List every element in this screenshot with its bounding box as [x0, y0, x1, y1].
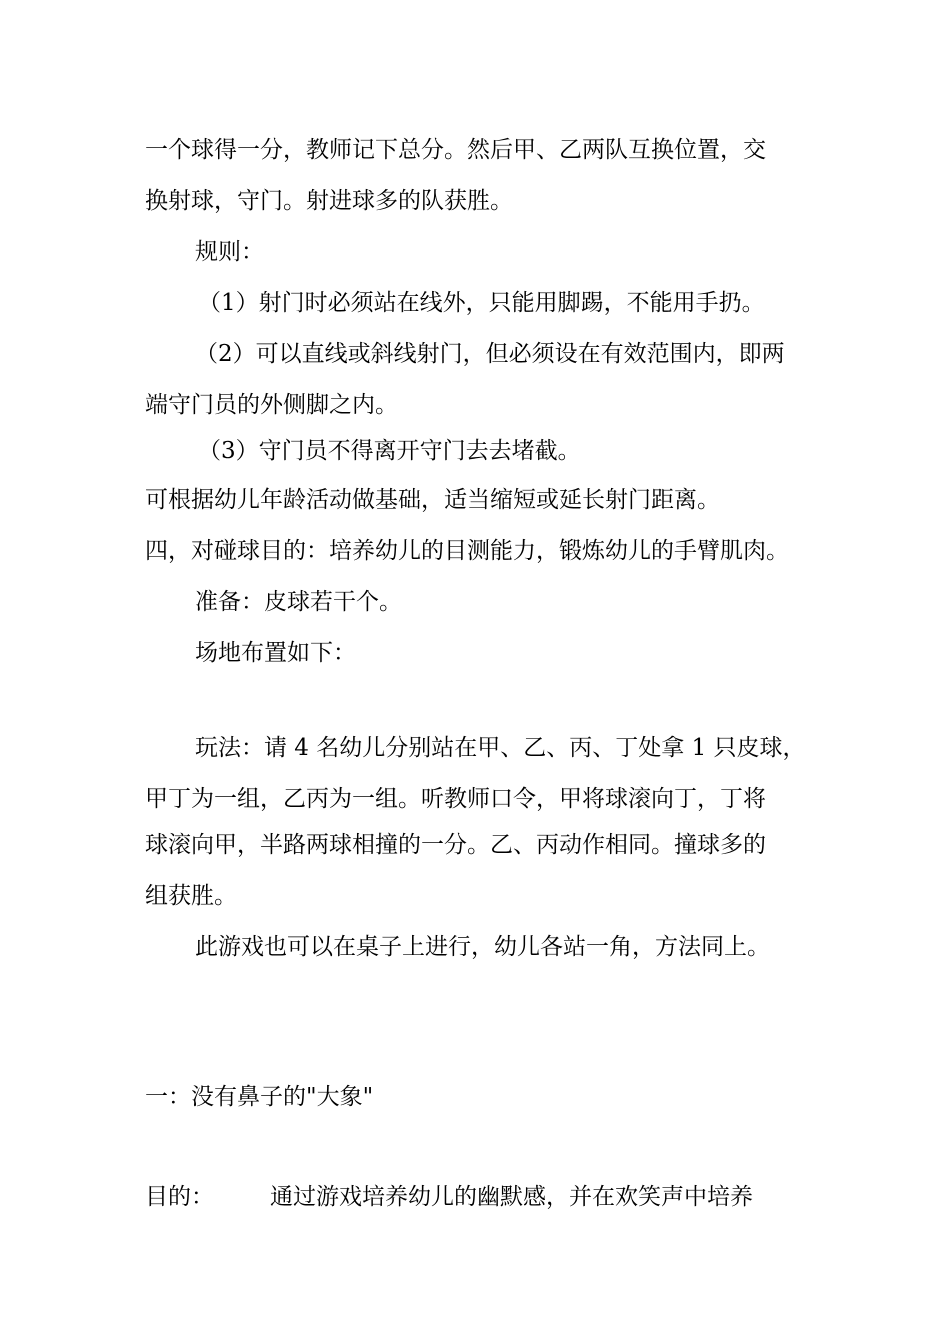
rule-item: （1）射门时必须站在线外，只能用脚踢，不能用手扔。 — [198, 290, 765, 316]
paragraph-line: 可根据幼儿年龄活动做基础，适当缩短或延长射门距离。 — [145, 487, 720, 513]
paragraph-line: 准备：皮球若干个。 — [195, 589, 402, 615]
paragraph-line: 此游戏也可以在桌子上进行，幼儿各站一角，方法同上。 — [195, 934, 770, 960]
rule-item: （2）可以直线或斜线射门，但必须设在有效范围内，即两 — [195, 341, 785, 367]
purpose-line — [145, 1182, 825, 1212]
rule-item: （3）守门员不得离开守门去去堵截。 — [198, 438, 581, 464]
paragraph-line: 场地布置如下： — [195, 640, 356, 666]
section-heading: 四，对碰球目的：培养幼儿的目测能力，锻炼幼儿的手臂肌肉。 — [145, 538, 789, 564]
rules-heading: 规则： — [195, 239, 264, 265]
game-title: 一：没有鼻子的"大象" — [145, 1084, 374, 1110]
paragraph-line: 球滚向甲，半路两球相撞的一分。乙、丙动作相同。撞球多的 — [145, 832, 766, 858]
paragraph-line: 玩法：请 4 名幼儿分别站在甲、乙、丙、丁处拿 1 只皮球， — [195, 735, 806, 761]
paragraph-line: 甲丁为一组，乙丙为一组。听教师口令，甲将球滚向丁，丁将 — [145, 786, 766, 812]
purpose-label: 目的： — [145, 1184, 214, 1210]
purpose-text: 通过游戏培养幼儿的幽默感，并在欢笑声中培养 — [270, 1184, 753, 1210]
paragraph-line: 换射球，守门。射进球多的队获胜。 — [145, 188, 513, 214]
paragraph-line: 组获胜。 — [145, 883, 237, 909]
paragraph-line: 端守门员的外侧脚之内。 — [145, 392, 398, 418]
paragraph-line: 一个球得一分，教师记下总分。然后甲、乙两队互换位置，交 — [145, 137, 766, 163]
